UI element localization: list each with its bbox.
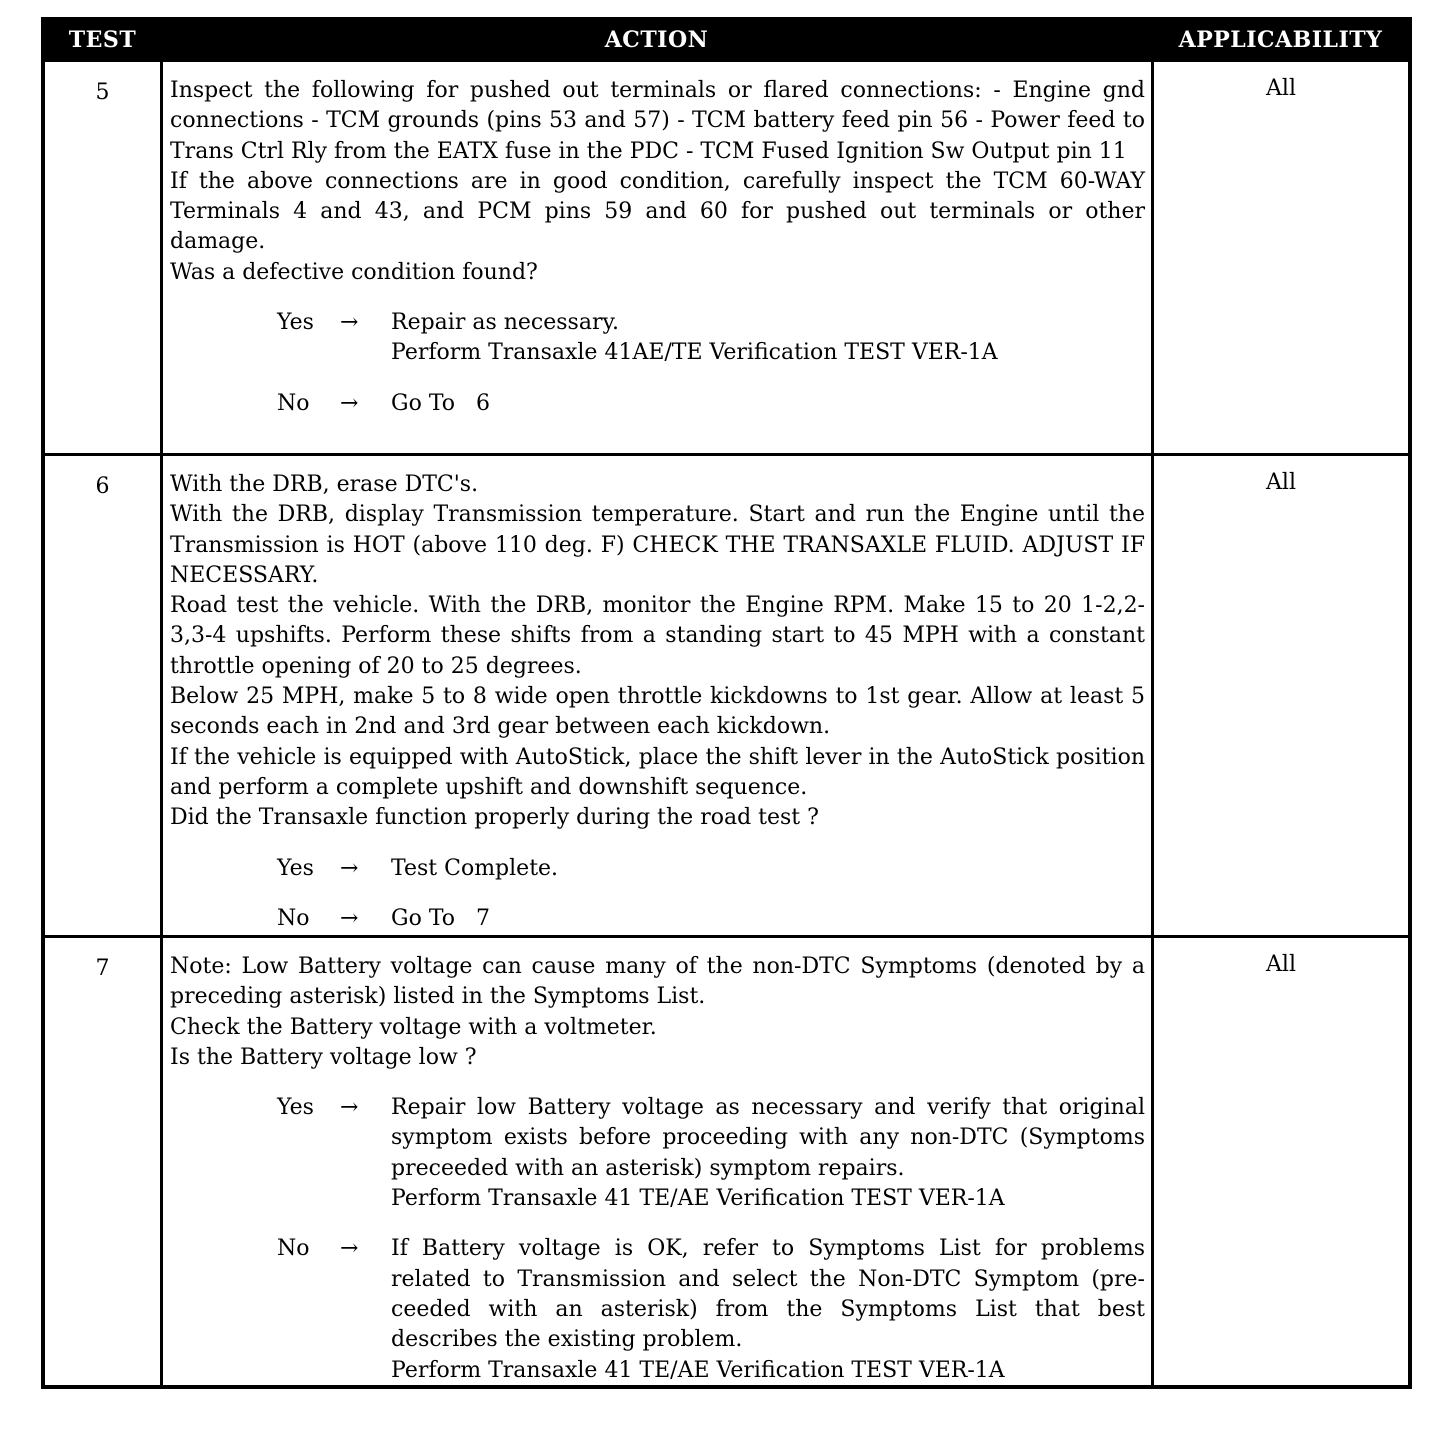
action-text: If the vehicle is equipped with AutoStick, place the shift lever in the AutoStick position and perform a complete upshift and downshift sequence.: [170, 744, 1145, 800]
test-number: 7: [95, 956, 110, 981]
no-result: [391, 1234, 1145, 1385]
result-line: Perform Transaxle 41AE/TE Verification TEST VER-1A: [391, 340, 998, 366]
arrow-icon: →: [340, 855, 359, 881]
no-label: No: [277, 905, 310, 931]
result-line: Repair as necessary.: [391, 310, 619, 336]
yes-branch: [170, 1093, 1145, 1214]
arrow-icon: →: [340, 905, 359, 931]
applicability-cell: All: [1266, 470, 1296, 495]
yes-label: Yes: [277, 1095, 314, 1121]
action-text: Below 25 MPH, make 5 to 8 wide open throttle kickdowns to 1st gear. Allow at least 5 seconds each in 2nd and 3rd gear between each kickdown.: [170, 684, 1145, 740]
action-cell: [170, 952, 1145, 1386]
column-divider: [160, 62, 163, 455]
result-line: Test Complete.: [391, 855, 559, 881]
action-text: Road test the vehicle. With the DRB, monitor the Engine RPM. Make 15 to 20 1-2,2-3,3-4 upshifts. Perform these shifts from a standing start to 45 MPH with a constant throttle opening of 20 to 25 degrees.: [170, 593, 1145, 679]
action-text: Inspect the following for pushed out terminals or flared connections: - Engine gnd connections - TCM grounds (pins 53 and 57) - TCM battery feed pin 56 - Power feed to Trans Ctrl Rly from the EATX fuse in the PDC - TCM Fused Ignition Sw Output pin 11: [170, 78, 1145, 164]
test-number: 5: [95, 80, 110, 105]
header-applicability: APPLICABILITY: [1178, 27, 1383, 53]
column-divider: [160, 938, 163, 1385]
arrow-icon: →: [340, 1236, 359, 1262]
yes-result: [391, 308, 1145, 369]
arrow-icon: →: [340, 1095, 359, 1121]
action-text: With the DRB, erase DTC's.: [170, 472, 479, 497]
action-question: Did the Transaxle function properly during the road test ?: [170, 805, 819, 831]
result-line: Repair low Battery voltage as necessary and verify that original symptom exists before proceeding with any non-DTC (Symptoms preceeded with an asterisk) symptom repairs.: [391, 1095, 1145, 1181]
table-header: [45, 21, 1408, 62]
action-text: With the DRB, display Transmission temperature. Start and run the Engine until the Transmission is HOT (above 110 deg. F) CHECK THE TRANSAXLE FLUID. ADJUST IF NECESSARY.: [170, 502, 1145, 588]
result-line: Go To 6: [391, 390, 490, 416]
action-text: Check the Battery voltage with a voltmeter.: [170, 1014, 657, 1040]
yes-result: [391, 854, 1145, 884]
arrow-icon: →: [340, 390, 359, 416]
yes-branch: [170, 854, 1145, 884]
no-branch: [170, 389, 1145, 419]
no-label: No: [277, 1236, 310, 1262]
action-text: If the above connections are in good condition, carefully inspect the TCM 60-WAY Terminals 4 and 43, and PCM pins 59 and 60 for pushed out terminals or other damage.: [170, 168, 1145, 255]
yes-branch: [170, 308, 1145, 369]
no-result: [391, 389, 1145, 419]
column-divider: [1151, 456, 1154, 937]
diagnostic-table: [41, 17, 1412, 1389]
table-row: [45, 453, 1408, 937]
applicability-cell: All: [1266, 952, 1296, 977]
table-row: [45, 62, 1408, 455]
yes-label: Yes: [277, 855, 314, 881]
column-divider: [1151, 62, 1154, 455]
column-divider: [160, 456, 163, 937]
table-row: [45, 935, 1408, 1385]
result-line: Go To 7: [391, 905, 490, 931]
result-line: Perform Transaxle 41 TE/AE Verification TEST VER-1A: [391, 1186, 1005, 1212]
column-divider: [1151, 938, 1154, 1385]
test-number: 6: [95, 474, 110, 499]
result-line: Perform Transaxle 41 TE/AE Verification TEST VER-1A: [391, 1357, 1005, 1383]
arrow-icon: →: [340, 310, 359, 336]
no-result: [391, 904, 1145, 934]
no-branch: [170, 904, 1145, 934]
header-test: TEST: [68, 27, 137, 53]
no-branch: [170, 1234, 1145, 1385]
action-text: Note: Low Battery voltage can cause many of the non-DTC Symptoms (denoted by a preceding asterisk) listed in the Symptoms List.: [170, 954, 1145, 1010]
applicability-cell: All: [1266, 76, 1296, 101]
header-action: ACTION: [604, 27, 709, 53]
result-line: If Battery voltage is OK, refer to Symptoms List for problems related to Transmission and select the Non-DTC Symptom (pre-ceeded with an asterisk) from the Symptoms List that best describes the existing problem.: [391, 1236, 1145, 1353]
yes-label: Yes: [277, 310, 314, 336]
action-cell: [170, 76, 1145, 419]
no-label: No: [277, 390, 310, 416]
yes-result: [391, 1093, 1145, 1214]
action-question: Is the Battery voltage low ?: [170, 1044, 477, 1070]
action-cell: [170, 470, 1145, 934]
action-question: Was a defective condition found?: [170, 259, 538, 285]
